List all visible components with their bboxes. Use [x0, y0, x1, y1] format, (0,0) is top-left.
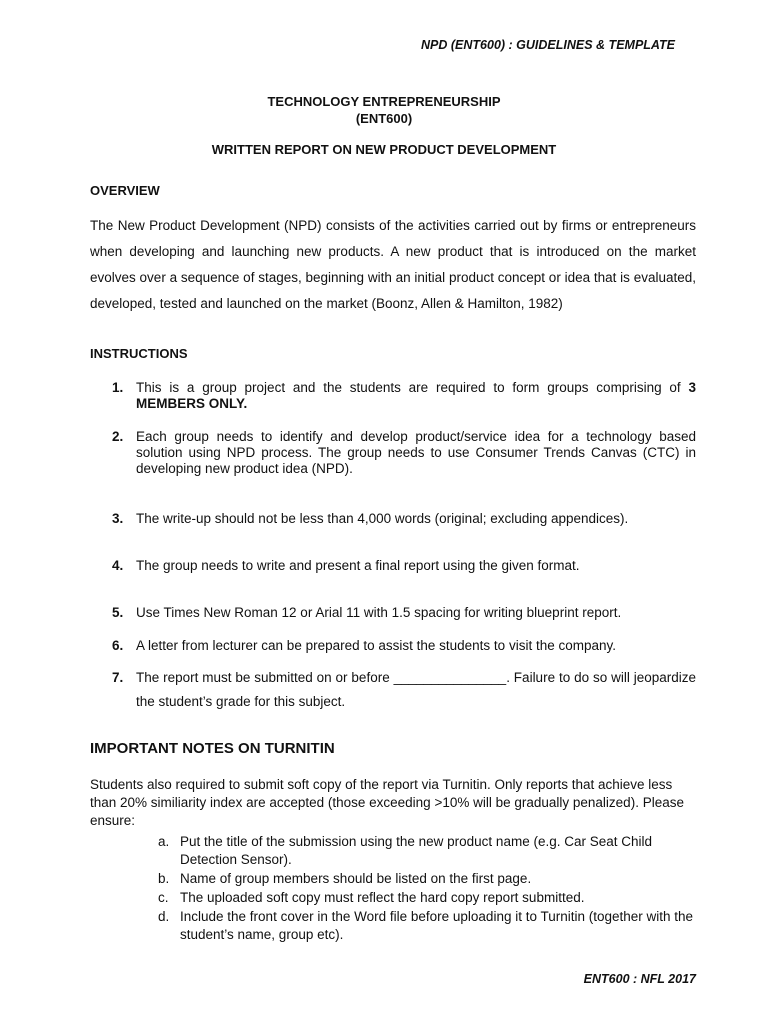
overview-heading: OVERVIEW	[90, 183, 160, 198]
turnitin-intro: Students also required to submit soft copy of the report via Turnitin. Only reports that achieve less than 20% similiarity index are accepted (those exceeding >10% will be gradually penalized). Please ensure:	[90, 777, 684, 828]
note-letter: d.	[158, 909, 170, 924]
title-line-1: TECHNOLOGY ENTREPRENEURSHIP	[267, 94, 501, 109]
instruction-number: 3.	[112, 511, 124, 526]
instruction-text: The report must be submitted on or before _______________. Failure to do so will jeopardize the student’s grade for this subject.	[136, 670, 696, 709]
note-text: The uploaded soft copy must reflect the hard copy report submitted.	[180, 890, 585, 905]
instruction-text: Each group needs to identify and develop product/service idea for a technology based solution using NPD process. The group needs to use Consumer Trends Canvas (CTC) in developing new product idea (NPD).	[136, 429, 696, 476]
instruction-number: 2.	[112, 429, 124, 444]
page-header: NPD (ENT600) : GUIDELINES & TEMPLATE	[421, 38, 675, 52]
instruction-number: 7.	[112, 670, 124, 685]
note-letter: b.	[158, 871, 170, 886]
instruction-text: The write-up should not be less than 4,000 words (original; excluding appendices).	[136, 511, 629, 526]
note-letter: c.	[158, 890, 169, 905]
overview-paragraph: The New Product Development (NPD) consists of the activities carried out by firms or entrepreneurs when developing and launching new products. A new product that is introduced on the market evolves over a sequence of stages, beginning with an initial product concept or idea that is evaluated, developed, tested and launched on the market (Boonz, Allen & Hamilton, 1982)	[90, 218, 696, 311]
title-line-2: (ENT600)	[355, 111, 413, 126]
instructions-heading: INSTRUCTIONS	[90, 346, 188, 361]
instruction-emphasis: 3 MEMBERS ONLY.	[136, 380, 696, 411]
note-text: Put the title of the submission using the new product name (e.g. Car Seat Child Detection Sensor).	[180, 834, 653, 867]
instruction-text: The group needs to write and present a final report using the given format.	[136, 558, 580, 573]
turnitin-heading: IMPORTANT NOTES ON TURNITIN	[90, 740, 335, 757]
instruction-number: 4.	[112, 558, 124, 573]
document-subtitle: WRITTEN REPORT ON NEW PRODUCT DEVELOPMENT	[211, 142, 557, 157]
document-title	[0, 93, 768, 127]
note-text: Include the front cover in the Word file before uploading it to Turnitin (together with the student’s name, group etc).	[180, 909, 694, 942]
note-letter: a.	[158, 834, 170, 849]
instruction-text: Use Times New Roman 12 or Arial 11 with 1.5 spacing for writing blueprint report.	[136, 605, 622, 620]
instruction-number: 5.	[112, 605, 124, 620]
instruction-text: This is a group project and the students are required to form groups comprising of 3 MEMBERS ONLY.	[136, 380, 696, 411]
instruction-number: 1.	[112, 380, 124, 395]
instruction-number: 6.	[112, 638, 124, 653]
instruction-text: A letter from lecturer can be prepared to assist the students to visit the company.	[136, 638, 616, 653]
note-text: Name of group members should be listed on the first page.	[180, 871, 532, 886]
page-footer: ENT600 : NFL 2017	[583, 972, 696, 986]
